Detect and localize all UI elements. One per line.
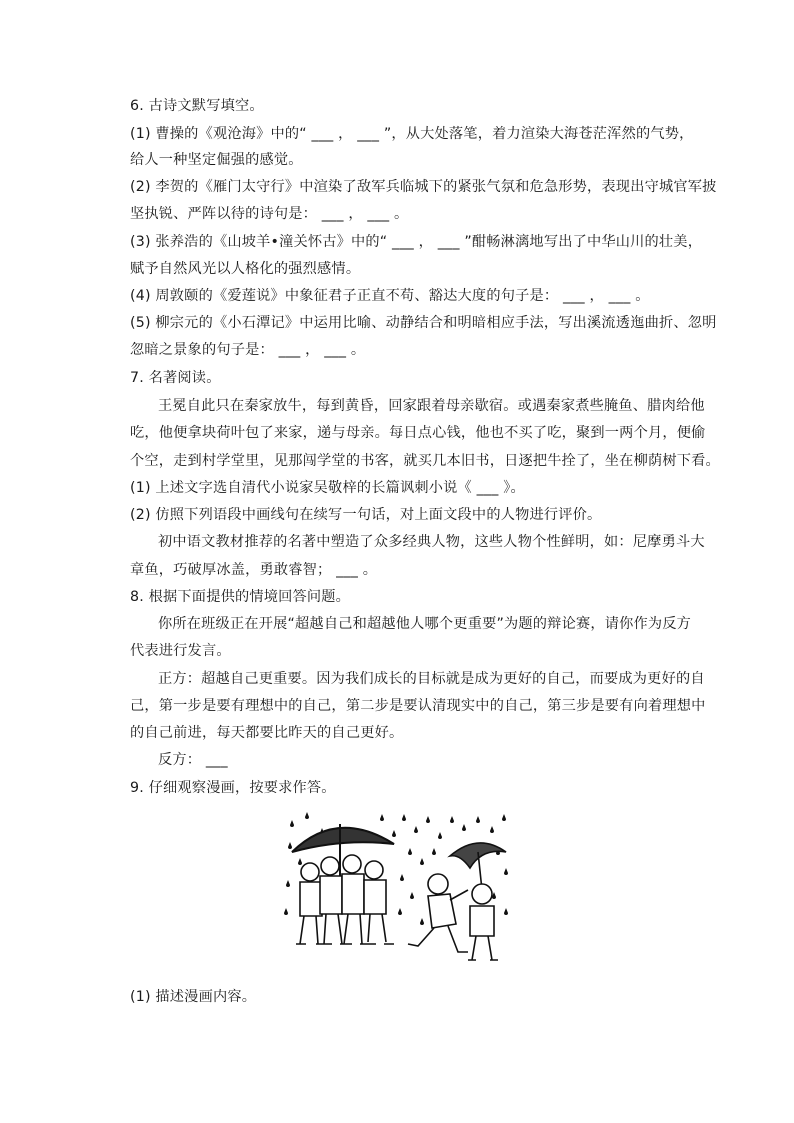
q6-line: 坚执锐、严阵以待的诗句是： ___ ， ___ 。 xyxy=(130,206,409,222)
q8-paragraph: 正方：超越自己更重要。因为我们成长的目标就是成为更好的自己，而要成为更好的自 xyxy=(158,671,705,687)
q7-paragraph: 初中语文教材推荐的名著中塑造了众多经典人物，这些人物个性鲜明，如：尼摩勇斗大 xyxy=(158,534,705,550)
q8-answer-line: 反方： ___ xyxy=(158,752,228,768)
q7-paragraph: 吃，他便拿块荷叶包了来家，递与母亲。每日点心钱，他也不买了吃，聚到一两个月，便偷 xyxy=(130,425,706,441)
q6-line: (5) 柳宗元的《小石潭记》中运用比喻、动静结合和明暗相应手法，写出溪流透迤曲折、忽明 xyxy=(130,315,717,331)
q7-paragraph: 王冕自此只在秦家放牛，每到黄昏，回家跟着母亲歇宿。或遇秦家煮些腌鱼、腊肉给他 xyxy=(158,398,705,414)
q9-heading: 9. 仔细观察漫画，按要求作答。 xyxy=(130,780,336,796)
q7-heading: 7. 名著阅读。 xyxy=(130,370,221,386)
q7-paragraph: 章鱼，巧破厚冰盖，勇敢睿智； ___ 。 xyxy=(130,562,378,578)
q7-paragraph: 个空，走到村学堂里，见那闯学堂的书客，就买几本旧书，日逐把牛拴了，坐在柳荫树下看。 xyxy=(130,453,720,469)
q8-heading: 8. 根据下面提供的情境回答问题。 xyxy=(130,589,351,605)
q8-paragraph: 代表进行发言。 xyxy=(130,643,231,659)
q6-line: (1) 曹操的《观沧海》中的“ ___ ， ___ ”，从大处落笔，着力渲染大海苍茫浑然的气势， xyxy=(130,126,694,142)
group-of-students xyxy=(296,855,394,944)
q6-line: (3) 张养浩的《山坡羊•潼关怀古》中的“ ___ ， ___ ”酣畅淋漓地写出了中华山川的壮美， xyxy=(130,234,703,250)
q6-line: 给人一种坚定倔强的感觉。 xyxy=(130,152,303,168)
q7-subquestion: (1) 上述文字选自清代小说家吴敬梓的长篇讽刺小说《 ___ 》。 xyxy=(130,480,525,496)
q6-line: 忽暗之景象的句子是： ___ ， ___ 。 xyxy=(130,342,366,358)
q7-subquestion: (2) 仿照下列语段中画线句在续写一句话，对上面文段中的人物进行评价。 xyxy=(130,507,602,523)
q9-subquestion: (1) 描述漫画内容。 xyxy=(130,989,257,1005)
q6-heading: 6. 古诗文默写填空。 xyxy=(130,98,264,114)
q6-line: (2) 李贺的《雁门太守行》中渲染了敌军兵临城下的紧张气氛和危急形势，表现出守城官军披 xyxy=(130,179,717,195)
q8-paragraph: 的自己前进，每天都要比昨天的自己更好。 xyxy=(130,725,404,741)
q8-paragraph: 己，第一步是要有理想中的自己，第二步是要认清现实中的自己，第三步是要有向着理想中 xyxy=(130,698,706,714)
q8-paragraph: 你所在班级正在开展“超越自己和超越他人哪个更重要”为题的辩论赛，请你作为反方 xyxy=(158,616,692,632)
q6-line: (4) 周敦颐的《爱莲说》中象征君子正直不苟、豁达大度的句子是： ___ ， ___ 。 xyxy=(130,288,650,304)
q6-line: 赋予自然风光以人格化的强烈感情。 xyxy=(130,261,361,277)
running-student xyxy=(408,874,468,952)
cartoon-image xyxy=(282,808,514,967)
